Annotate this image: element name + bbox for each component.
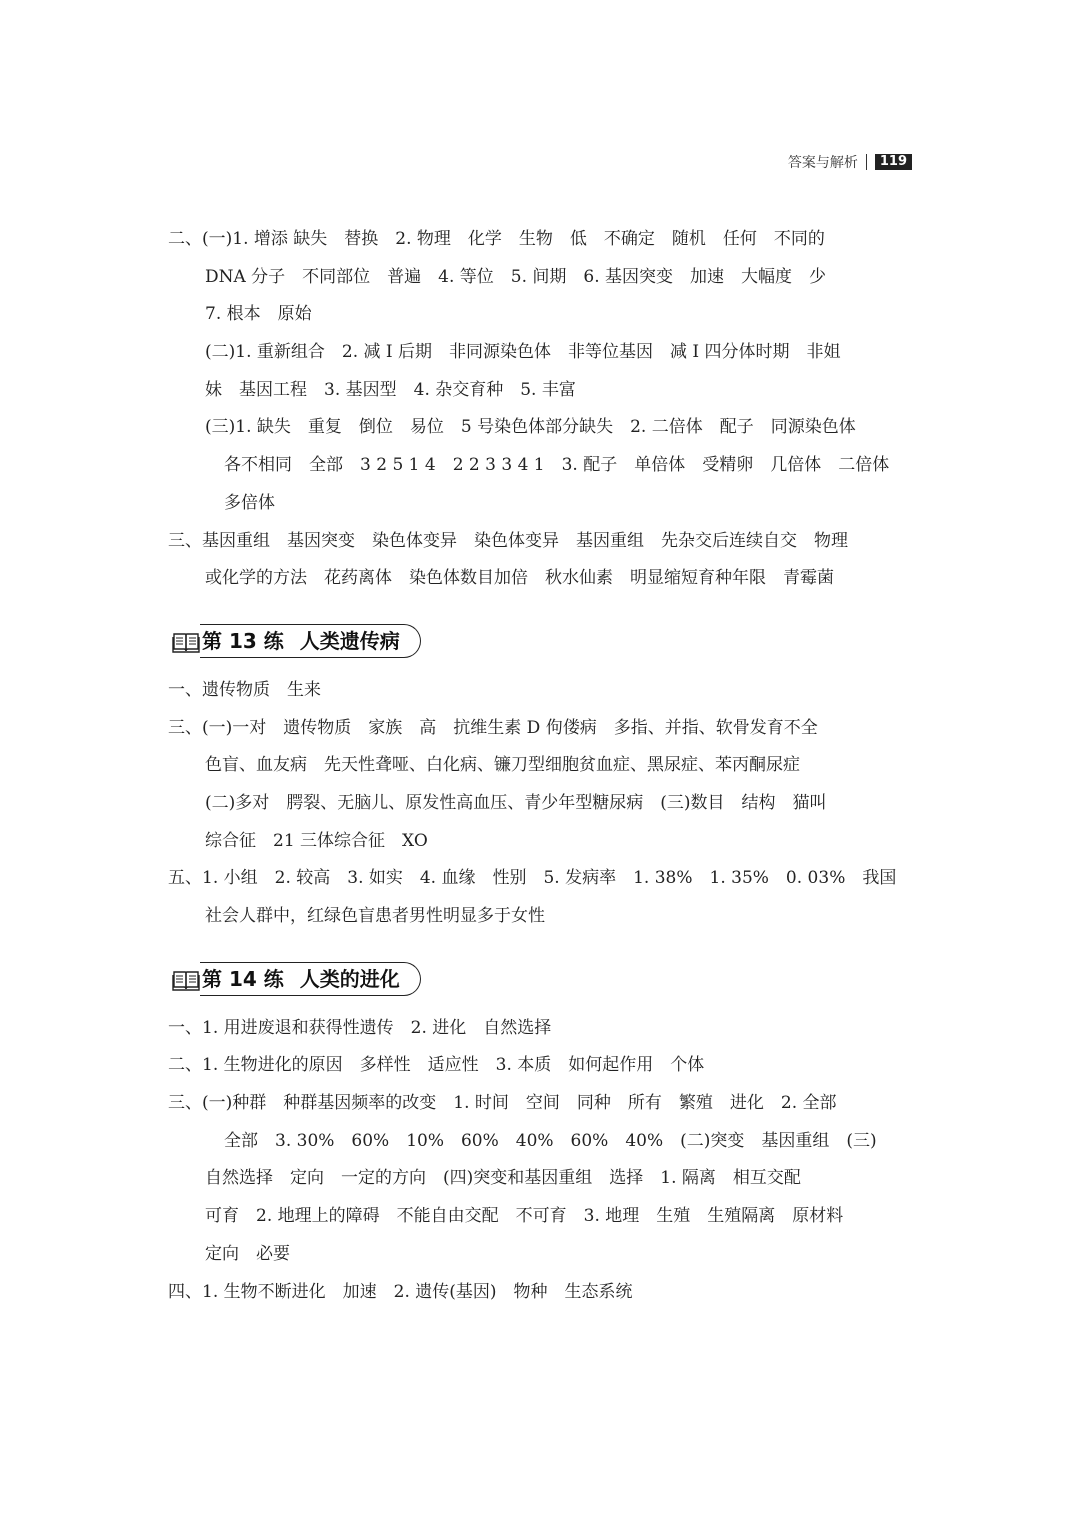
text-line: 社会人群中，红绿色盲患者男性明显多于女性 xyxy=(205,906,545,926)
section-title xyxy=(200,624,421,658)
running-header xyxy=(788,152,912,172)
text-line: 或化学的方法 花药离体 染色体数目加倍 秋水仙素 明显缩短育种年限 青霉菌 xyxy=(205,568,834,589)
section-heading-14 xyxy=(172,958,913,1000)
section-name: 人类的进化 xyxy=(299,966,400,991)
text-line: 三、(一)种群 种群基因频率的改变 1. 时间 空间 同种 所有 繁殖 进化 2. 全部 xyxy=(168,1093,837,1114)
text-line: 五、1. 小组 2. 较高 3. 如实 4. 血缘 性别 5. 发病率 1. 38% 1. 35% 0. 03% 我国 xyxy=(168,868,897,889)
section-name: 人类遗传病 xyxy=(299,628,400,653)
text-line: 全部 3. 30% 60% 10% 60% 40% 60% 40% (二)突变 基因重组 (三) xyxy=(224,1130,877,1151)
text-line: 可育 2. 地理上的障碍 不能自由交配 不可育 3. 地理 生殖 生殖隔离 原材料 xyxy=(205,1206,844,1227)
text-line: 各不相同 全部 3 2 5 1 4 2 2 3 3 4 1 3. 配子 单倍体 受精卵 几倍体 二倍体 xyxy=(224,455,890,476)
section-number: 第 13 练 xyxy=(202,628,284,653)
header-title: 答案与解析 xyxy=(787,155,858,171)
text-line: (三)1. 缺失 重复 倒位 易位 5 号染色体部分缺失 2. 二倍体 配子 同源染色体 xyxy=(205,417,856,438)
text-line: 一、1. 用进废退和获得性遗传 2. 进化 自然选择 xyxy=(168,1017,552,1038)
text-line: DNA 分子 不同部位 普遍 4. 等位 5. 间期 6. 基因突变 加速 大幅度 少 xyxy=(205,266,827,287)
page-number: 119 xyxy=(875,154,912,170)
text-line: 7. 根本 原始 xyxy=(205,304,312,325)
text-line: 三、基因重组 基因突变 染色体变异 染色体变异 基因重组 先杂交后连续自交 物理 xyxy=(168,530,848,551)
text-line: 综合征 21 三体综合征 XO xyxy=(205,830,428,851)
text-line: 定向 必要 xyxy=(205,1243,290,1264)
text-line: 一、遗传物质 生来 xyxy=(168,679,321,700)
text-line: (二)多对 腭裂、无脑儿、原发性高血压、青少年型糖尿病 (三)数目 结构 猫叫 xyxy=(205,792,827,813)
text-line: 妹 基因工程 3. 基因型 4. 杂交育种 5. 丰富 xyxy=(205,379,576,400)
text-line: 自然选择 定向 一定的方向 (四)突变和基因重组 选择 1. 隔离 相互交配 xyxy=(205,1168,801,1189)
text-line: 二、1. 生物进化的原因 多样性 适应性 3. 本质 如何起作用 个体 xyxy=(168,1055,705,1076)
answer-content xyxy=(168,221,913,1311)
text-line: 二、(一)1. 增添 缺失 替换 2. 物理 化学 生物 低 不确定 随机 任何 不同的 xyxy=(168,229,825,249)
text-line: (二)1. 重新组合 2. 减 I 后期 非同源染色体 非等位基因 减 I 四分体时期 非姐 xyxy=(205,342,841,363)
header-divider xyxy=(866,154,867,170)
text-line: 色盲、血友病 先天性聋哑、白化病、镰刀型细胞贫血症、黑尿症、苯丙酮尿症 xyxy=(205,755,800,776)
section-title xyxy=(200,962,421,996)
book-icon xyxy=(172,968,200,990)
text-line: 多倍体 xyxy=(224,492,275,513)
section-number: 第 14 练 xyxy=(202,966,284,991)
section-heading-13 xyxy=(172,620,913,662)
text-line: 四、1. 生物不断进化 加速 2. 遗传(基因) 物种 生态系统 xyxy=(168,1281,633,1302)
book-icon xyxy=(172,630,200,652)
text-line: 三、(一)一对 遗传物质 家族 高 抗维生素 D 佝偻病 多指、并指、软骨发育不全 xyxy=(168,717,818,738)
